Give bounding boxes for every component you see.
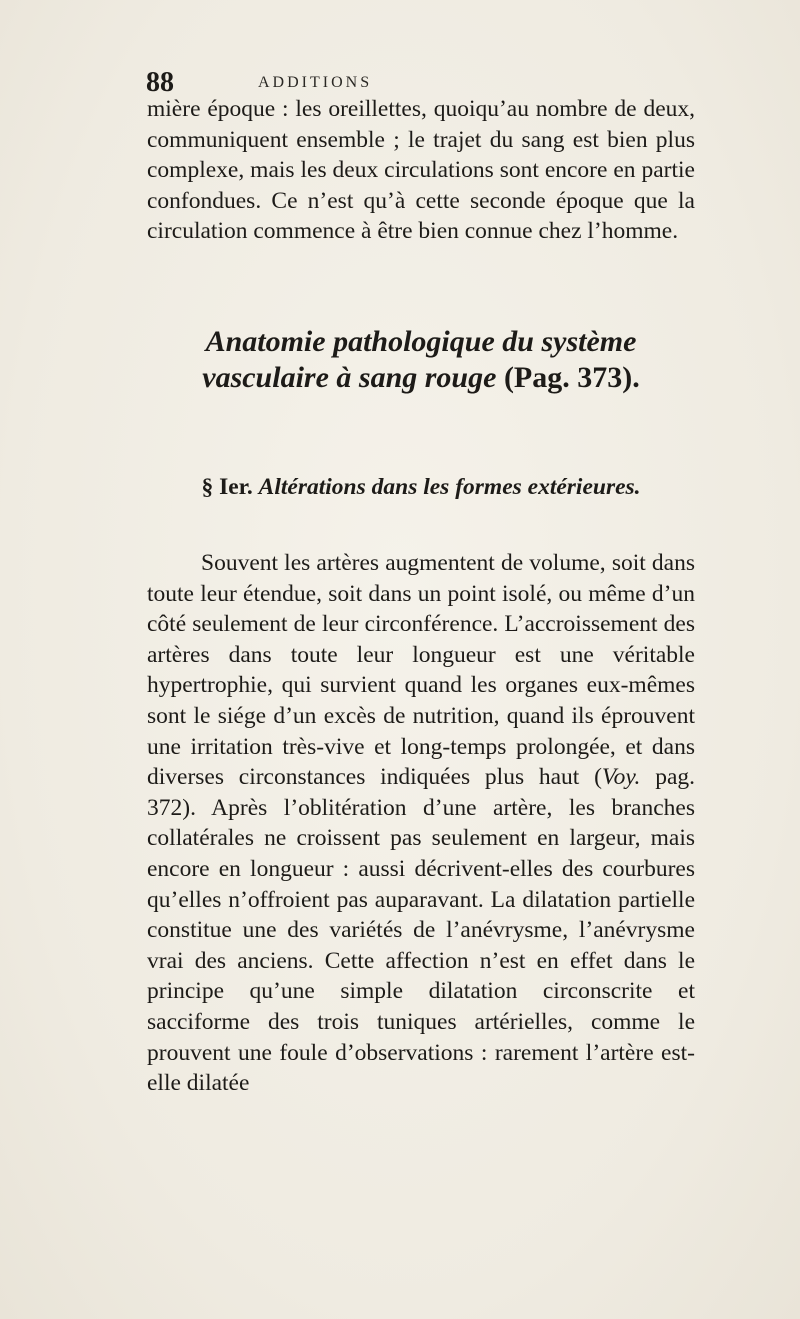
section-title-text: Altérations dans les formes extérieures.	[258, 474, 641, 500]
paragraph-2-part-1: Souvent les artères augmentent de volume, soit dans toute leur étendue, soit dans un point isolé, ou même d’un côté seulement de leur circonférence. L’accroissement des artères dans toute leur longueur est une véritable hypertrophie, qui survient quand les organes eux-mêmes sont le siége d’un excès de nutrition, quand ils éprouvent une irritation très-vive et long-temps prolongée, et dans diverses circonstances indiquées plus haut (	[147, 550, 695, 791]
section-title	[147, 472, 695, 502]
chapter-heading	[147, 324, 695, 396]
paragraph-2-reference: Voy.	[601, 764, 641, 791]
paragraph-1: mière époque : les oreillettes, quoiqu’au nombre de deux, communiquent ensemble ; le trajet du sang est bien plus complexe, mais les deux circulations sont encore en partie confondues. Ce n’est qu’à cette seconde époque que la circulation commence à être bien connue chez l’homme.	[147, 96, 695, 245]
section-number: § Ier.	[201, 474, 253, 500]
paragraph-2-part-2: pag. 372). Après l’oblitération d’une artère, les branches collatérales ne croissent pas seulement en largeur, mais encore en longueur : aussi décrivent-elles des courbures qu’elles n’offroient pas auparavant. La dilatation partielle constitue une des variétés de l’anévrysme, l’anévrysme vrai des anciens. Cette affection n’est en effet dans le principe qu’une simple dilatation circonscrite et sacciforme des trois tuniques artérielles, comme le prouvent une foule d’observations : rarement l’artère est-elle dilatée	[147, 764, 696, 1097]
heading-page-ref: (Pag. 373).	[503, 361, 640, 394]
heading-title: Anatomie pathologique du système vasculaire à sang rouge	[202, 325, 637, 394]
running-head: ADDITIONS	[258, 74, 373, 91]
paragraph-2	[147, 548, 695, 1099]
page-number: 88	[146, 67, 174, 98]
